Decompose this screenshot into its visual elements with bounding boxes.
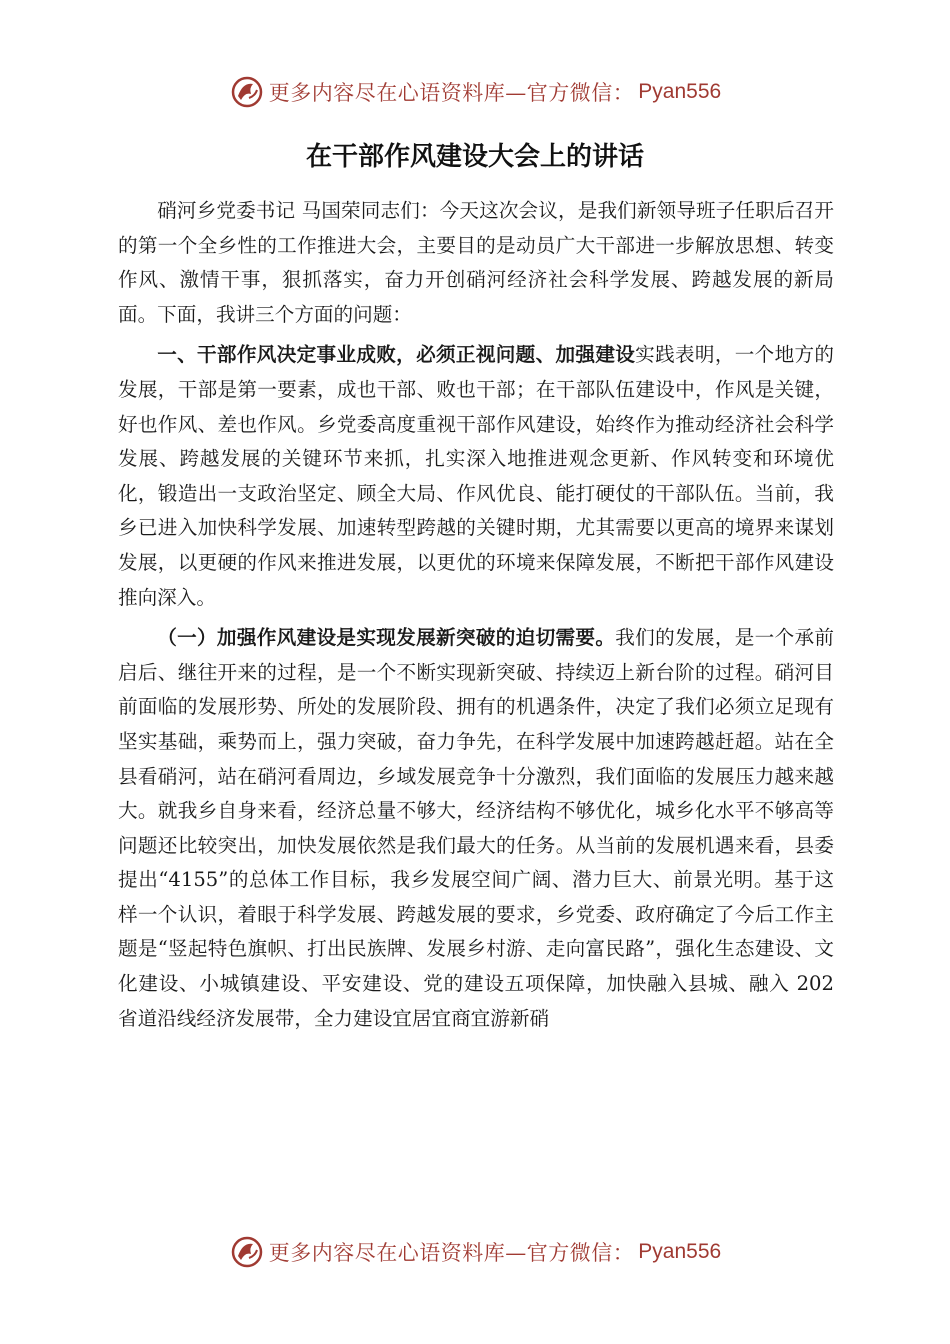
subsection-1-paragraph <box>118 621 834 1036</box>
intro-paragraph: 硝河乡党委书记 马国荣同志们：今天这次会议，是我们新领导班子任职后召开的第一个全乡性的工作推进大会，主要目的是动员广大干部进一步解放思想、转变作风、激情干事，狠抓落实，奋力开创硝河经济社会科学发展、跨越发展的新局面。下面，我讲三个方面的问题： <box>118 199 834 326</box>
watermark-banner-bottom <box>0 1232 950 1272</box>
publisher-logo-icon <box>229 74 265 110</box>
section-1-body: 实践表明，一个地方的发展，干部是第一要素，成也干部、败也干部；在干部队伍建设中，作风是关键，好也作风、差也作风。乡党委高度重视干部作风建设，始终作为推动经济社会科学发展、跨越发展的关键环节来抓，扎实深入地推进观念更新、作风转变和环境优化，锻造出一支政治坚定、顾全大局、作风优良、能打硬仗的干部队伍。当前，我乡已进入加快科学发展、加速转型跨越的关键时期，尤其需要以更高的境界来谋划发展，以更硬的作风来推进发展，以更优的环境来保障发展，不断把干部作风建设推向深入。 <box>118 343 835 609</box>
watermark-text: 更多内容尽在心语资料库—官方微信： <box>268 1241 635 1265</box>
section-1-paragraph <box>118 338 834 615</box>
watermark-text: 更多内容尽在心语资料库—官方微信： <box>268 81 635 105</box>
watermark-banner-top <box>0 72 950 112</box>
watermark-handle: Pyan556 <box>638 80 722 103</box>
watermark-handle: Pyan556 <box>638 1240 722 1263</box>
subsection-1-heading: （一）加强作风建设是实现发展新突破的迫切需要。 <box>157 626 616 650</box>
subsection-1-body: 我们的发展，是一个承前启后、继往开来的过程，是一个不断实现新突破、持续迈上新台阶的过程。硝河目前面临的发展形势、所处的发展阶段、拥有的机遇条件，决定了我们必须立足现有坚实基础，乘势而上，强力突破，奋力争先，在科学发展中加速跨越赶超。站在全县看硝河，站在硝河看周边，乡域发展竞争十分激烈，我们面临的发展压力越来越大。就我乡自身来看，经济总量不够大，经济结构不够优化，城乡化水平不够高等问题还比较突出，加快发展依然是我们最大的任务。从当前的发展机遇来看，县委提出“4155”的总体工作目标，我乡发展空间广阔、潜力巨大、前景光明。基于这样一个认识，着眼于科学发展、跨越发展的要求，乡党委、政府确定了今后工作主题是“竖起特色旗帜、打出民族牌、发展乡村游、走向富民路”，强化生态建设、文化建设、小城镇建设、平安建设、党的建设五项保障，加快融入县城、融入 202 省道沿线经济发展带，全力建设宜居宜商宜游新硝 <box>118 626 835 1030</box>
section-1-heading: 一、干部作风决定事业成败，必须正视问题、加强建设 <box>157 343 636 367</box>
document-title: 在干部作风建设大会上的讲话 <box>305 142 644 172</box>
document-body <box>118 194 834 1036</box>
publisher-logo-icon <box>229 1234 265 1270</box>
